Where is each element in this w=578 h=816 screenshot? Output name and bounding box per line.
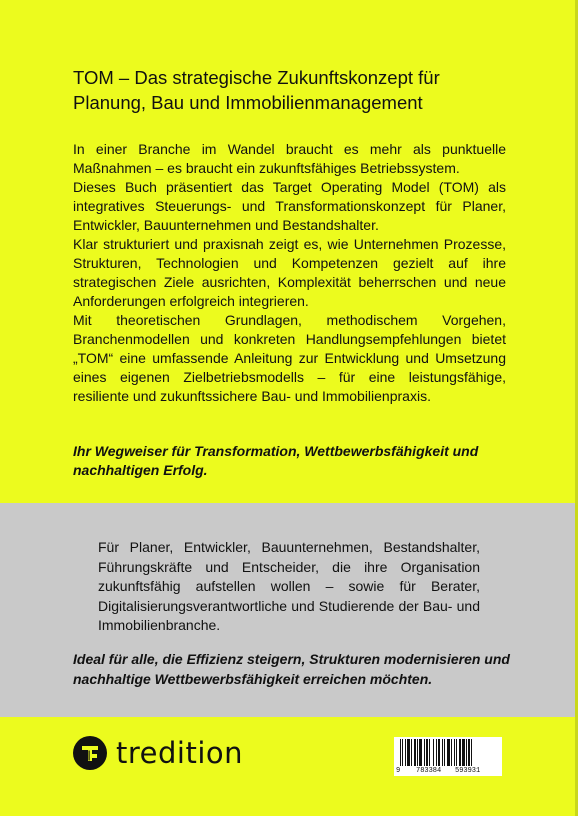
description-paragraph: Klar strukturiert und praxisnah zeigt es, wie Unternehmen Prozesse, Strukturen, Technologien und Kompetenzen gezielt auf ihre strategischen Ziele ausrichten, Komplexität beherrschen und neue Anforderungen erfolgreich integrieren. (73, 236, 506, 309)
barcode-digit-prefix: 9 (396, 767, 401, 775)
book-description (73, 140, 506, 406)
target-audience-text: Für Planer, Entwickler, Bauunternehmen, Bestandshalter, Führungskräfte und Entscheider, die ihre Organisation zukunftsfähig aufstellen wollen – sowie für Berater, Digitalisierungsverantwortliche und Studierende der Bau- und Immobilienbranche. (98, 539, 480, 633)
barcode-digits-left: 783384 (416, 767, 442, 775)
publisher-name: tredition (116, 736, 244, 770)
publisher-logo (73, 736, 243, 770)
description-paragraph: In einer Branche im Wandel braucht es mehr als punktuelle Maßnahmen – es braucht ein zukunftsfähiges Betriebssystem. (73, 141, 506, 176)
barcode-bars-icon (394, 737, 502, 768)
isbn-barcode (394, 737, 502, 776)
book-title: TOM – Das strategische Zukunftskonzept für Planung, Bau und Immobilienmanagement (73, 67, 440, 113)
ideal-for-statement: Ideal für alle, die Effizienz steigern, Strukturen modernisieren und nachhaltige Wettbewerbsfähigkeit erreichen möchten. (73, 651, 510, 687)
tredition-logo-icon (73, 736, 107, 770)
description-paragraph: Dieses Buch präsentiert das Target Operating Model (TOM) als integratives Steuerungs- und Transformationskonzept für Planer, Entwickler, Bauunternehmen und Bestandshalter. (73, 179, 506, 233)
description-paragraph: Mit theoretischen Grundlagen, methodischem Vorgehen, Branchenmodellen und konkreten Handlungsempfehlungen bietet „TOM“ eine umfassende Anleitung zur Entwicklung und Umsetzung eines eigenen Zielbetriebsmodells – für eine leistungsfähige, resiliente und zukunftssichere Bau- und Immobilienpraxis. (73, 312, 506, 404)
barcode-digits-right: 593931 (455, 767, 481, 775)
tagline: Ihr Wegweiser für Transformation, Wettbewerbsfähigkeit und nachhaltigen Erfolg. (73, 443, 479, 478)
